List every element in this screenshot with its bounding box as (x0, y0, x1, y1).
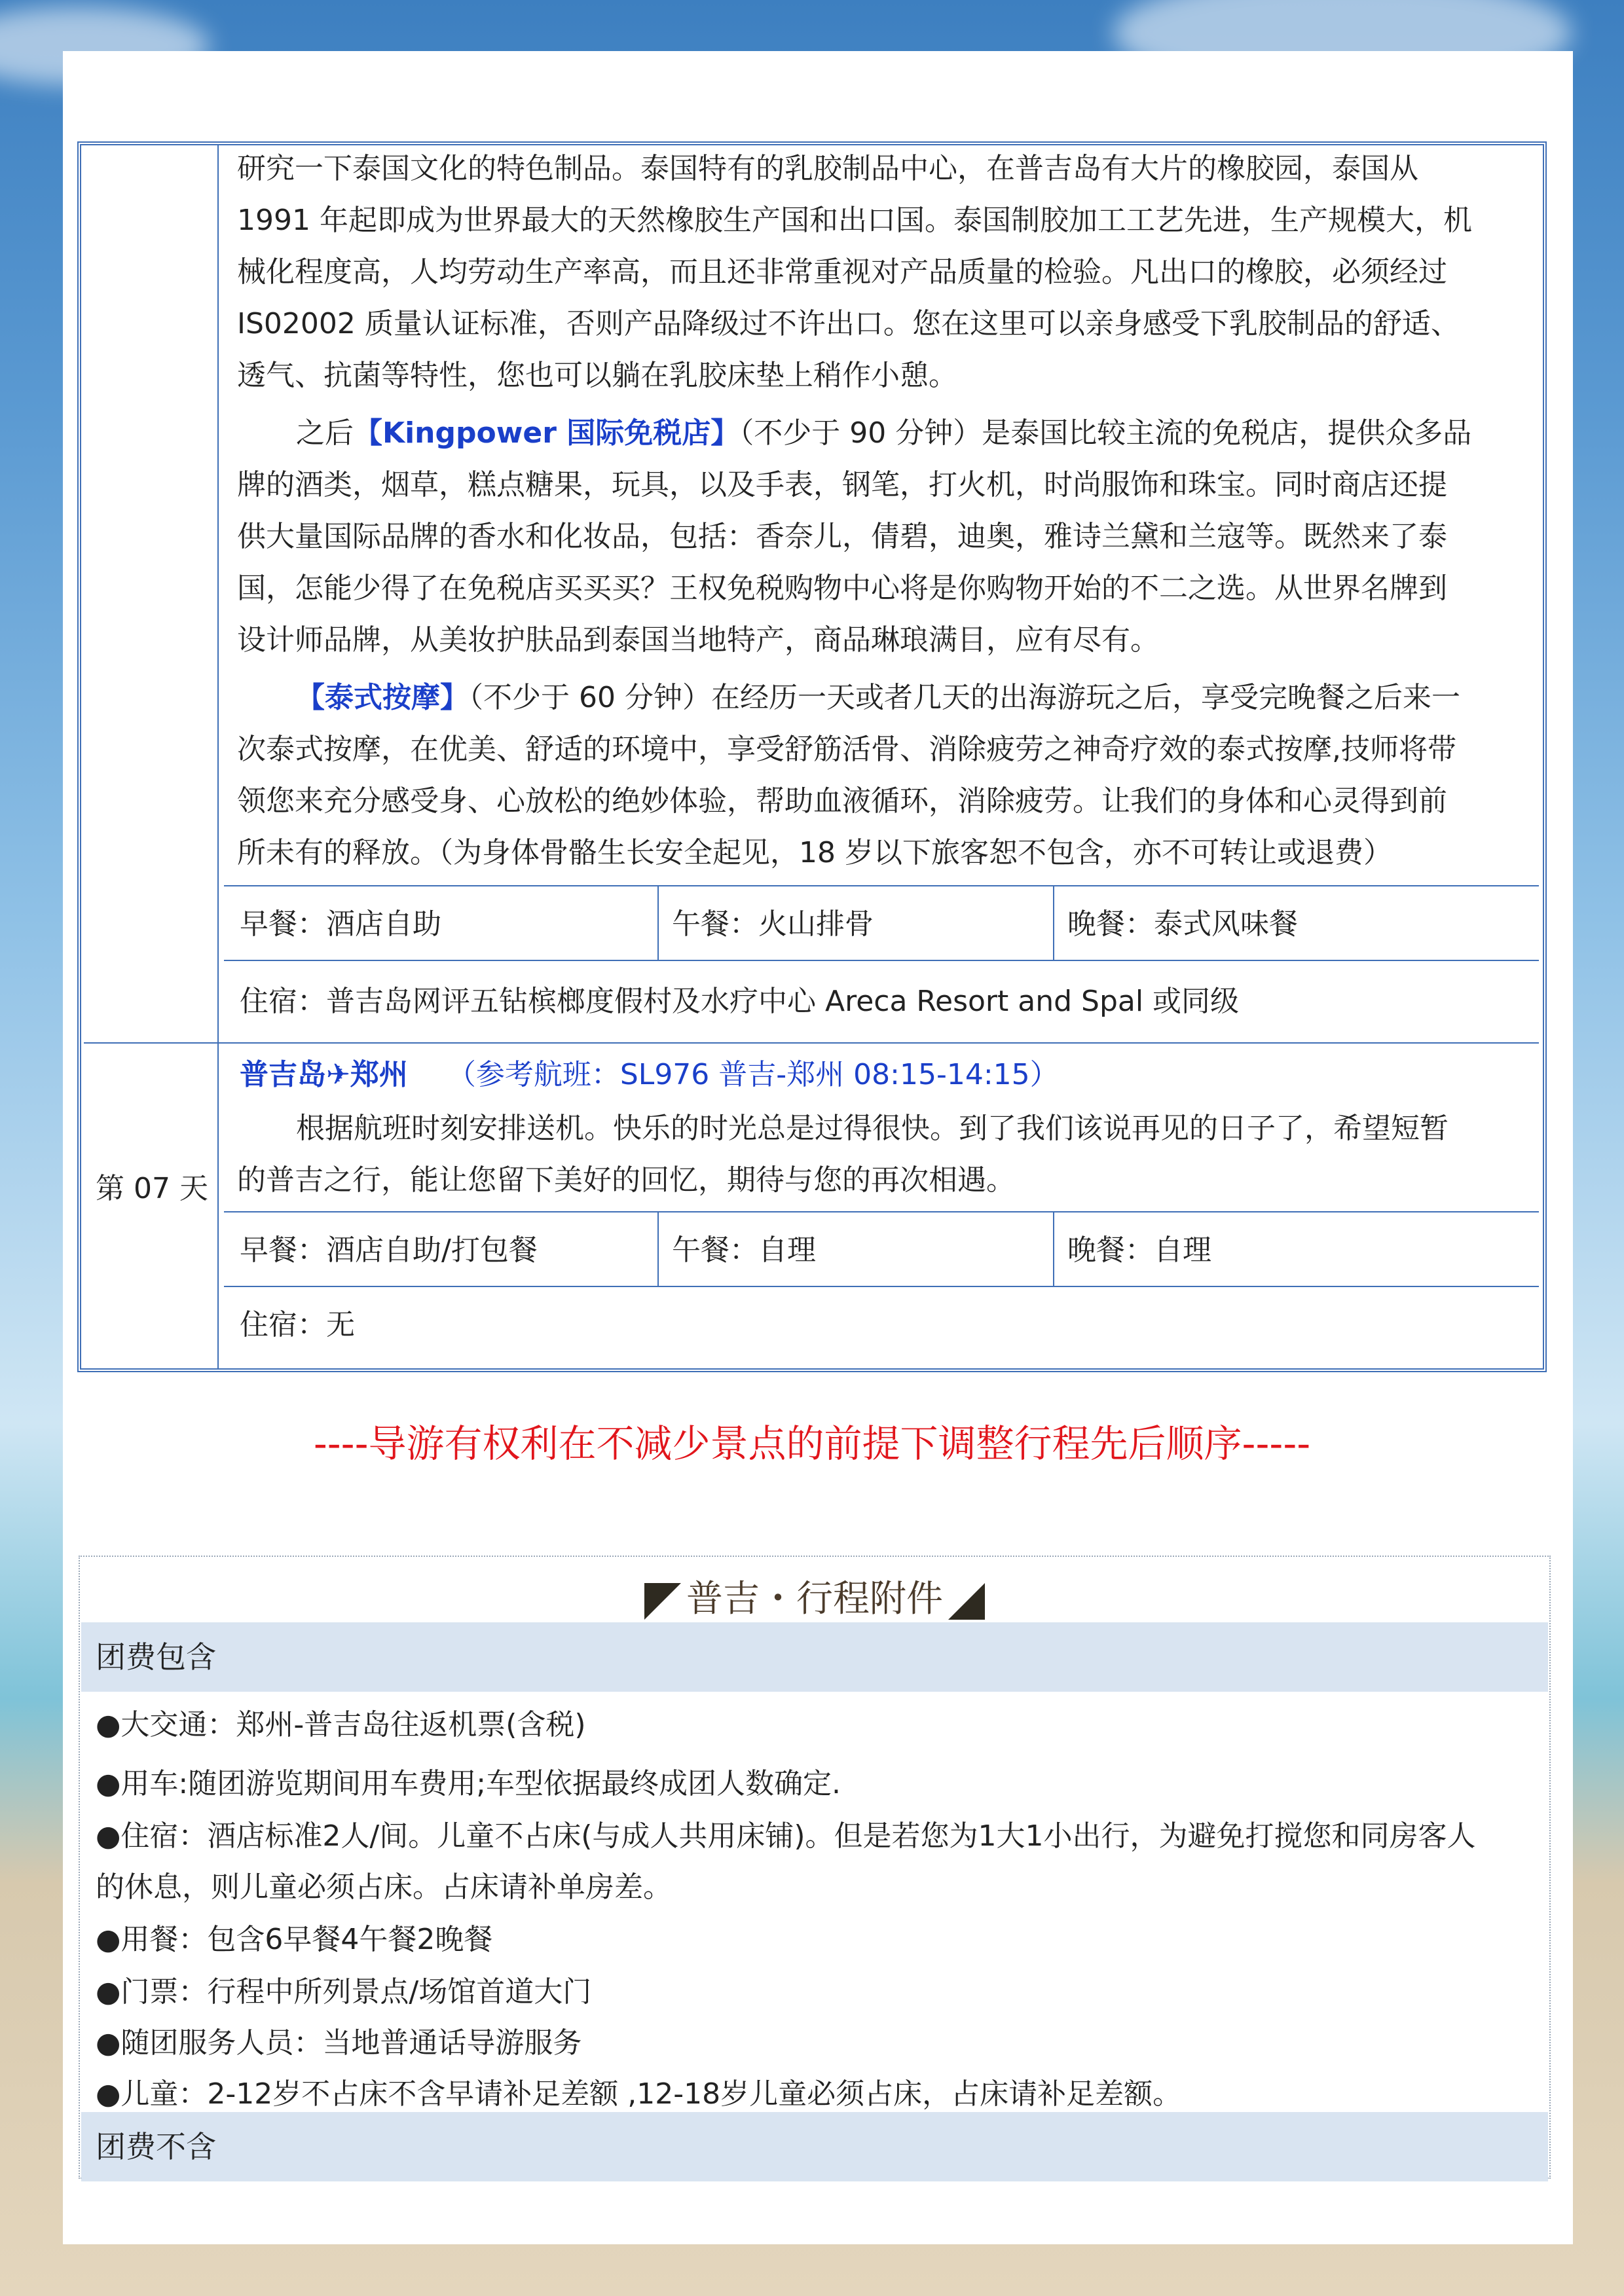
route-title: 普吉岛✈郑州 (240, 1058, 408, 1091)
day-label: 第 07 天 (96, 1172, 208, 1205)
text-line: 次泰式按摩，在优美、舒适的环境中，享受舒筋活骨、消除疲劳之神奇疗效的泰式按摩,技师将带 (237, 733, 1456, 766)
lunch-cell: 午餐：火山排骨 (672, 907, 874, 941)
text-line: 研究一下泰国文化的特色制品。泰国特有的乳胶制品中心，在普吉岛有大片的橡胶园，泰国从 (237, 152, 1418, 185)
triangle-left-icon (644, 1583, 681, 1620)
text-line: 领您来充分感受身、心放松的绝妙体验，帮助血液循环，消除疲劳。让我们的身体和心灵得到前 (237, 784, 1447, 818)
row-divider (224, 1286, 1539, 1287)
text-line: 国，怎能少得了在免税店买买买？王权免税购物中心将是你购物开始的不二之选。从世界名牌到 (237, 572, 1447, 605)
text-line: 透气、抗菌等特性，您也可以躺在乳胶床垫上稍作小憩。 (237, 359, 957, 392)
kingpower-highlight: 【Kingpower 国际免税店】 (354, 416, 740, 450)
massage-highlight: 【泰式按摩】 (296, 681, 469, 714)
itinerary-annex (79, 1556, 1551, 2179)
annex-title-text: 普吉・行程附件 (686, 1578, 943, 1620)
annex-title (80, 1570, 1549, 1622)
col-divider (1053, 885, 1054, 960)
text-line: 的普吉之行，能让您留下美好的回忆，期待与您的再次相遇。 (237, 1163, 1015, 1197)
row-divider (224, 960, 1539, 961)
list-item: ●门票：行程中所列景点/场馆首道大门 (96, 1975, 592, 2009)
included-header: 团费包含 (81, 1622, 1548, 1692)
list-item: ●大交通：郑州-普吉岛往返机票(含税) (96, 1708, 586, 1741)
text-line: 所未有的释放。（为身体骨骼生长安全起见，18 岁以下旅客恕不包含，亦不可转让或退费） (237, 836, 1392, 869)
col-divider (657, 1211, 659, 1286)
day7-title (240, 1049, 1059, 1101)
list-item: ●儿童：2-12岁不占床不含早请补足差额 ,12-18岁儿童必须占床，占床请补足差额。 (96, 2077, 1182, 2111)
text-line: 1991 年起即成为世界最大的天然橡胶生产国和出口国。泰国制胶加工工艺先进，生产规模大，机 (237, 204, 1472, 237)
schedule-notice: ----导游有权利在不减少景点的前提下调整行程先后顺序----- (313, 1421, 1311, 1466)
text-fragment: （不少于 60 分钟）在经历一天或者几天的出海游玩之后，享受完晚餐之后来一 (469, 681, 1460, 714)
list-item: ●住宿：酒店标准2人/间。儿童不占床(与成人共用床铺)。但是若您为1大1小出行，为避免打搅您和同房客人 (96, 1819, 1476, 1853)
text-line (237, 672, 1522, 723)
list-item: ●用车:随团游览期间用车费用;车型依据最终成团人数确定. (96, 1767, 841, 1800)
massage-description (237, 672, 1522, 879)
flight-info: （参考航班：SL976 普吉-郑州 08:15-14:15） (447, 1058, 1059, 1091)
text-line: 牌的酒类，烟草，糕点糖果，玩具，以及手表，钢笔，打火机，时尚服饰和珠宝。同时商店还提 (237, 468, 1447, 501)
col-divider (1053, 1211, 1054, 1286)
breakfast-cell: 早餐：酒店自助 (240, 907, 441, 941)
list-item: 的休息，则儿童必须占床。占床请补单房差。 (96, 1870, 672, 1904)
hotel-cell: 住宿：普吉岛网评五钻槟榔度假村及水疗中心 Areca Resort and Spal 或同级 (240, 985, 1240, 1018)
row-divider (224, 885, 1539, 886)
lunch-cell: 午餐：自理 (672, 1233, 816, 1267)
list-item: ●用餐：包含6早餐4午餐2晚餐 (96, 1923, 493, 1956)
row-divider (224, 1211, 1539, 1212)
hotel-cell: 住宿：无 (240, 1308, 355, 1341)
list-item: ●随团服务人员：当地普通话导游服务 (96, 2026, 582, 2060)
excluded-header: 团费不含 (81, 2112, 1548, 2181)
dinner-cell: 晚餐：泰式风味餐 (1067, 907, 1298, 941)
text-line: 设计师品牌，从美妆护肤品到泰国当地特产，商品琳琅满目，应有尽有。 (237, 623, 1159, 657)
text-line: IS02002 质量认证标准，否则产品降级过不许出口。您在这里可以亲身感受下乳胶制品的舒适、 (237, 307, 1460, 340)
day7-description (237, 1102, 1522, 1206)
text-line (237, 407, 1522, 459)
text-line: 械化程度高，人均劳动生产率高，而且还非常重视对产品质量的检验。凡出口的橡胶，必须经过 (237, 255, 1447, 289)
triangle-right-icon (948, 1583, 985, 1620)
text-fragment: （不少于 90 分钟）是泰国比较主流的免税店，提供众多品 (739, 416, 1472, 450)
col-divider (657, 885, 659, 960)
row-divider (84, 1042, 1539, 1044)
breakfast-cell: 早餐：酒店自助/打包餐 (240, 1233, 538, 1267)
dinner-cell: 晚餐：自理 (1067, 1233, 1211, 1267)
text-fragment: 之后 (296, 416, 354, 450)
text-line: 供大量国际品牌的香水和化妆品，包括：香奈儿，倩碧，迪奥，雅诗兰黛和兰寇等。既然来了泰 (237, 520, 1447, 553)
text-line: 根据航班时刻安排送机。快乐的时光总是过得很快。到了我们该说再见的日子了，希望短暂 (296, 1112, 1449, 1145)
kingpower-description (237, 407, 1522, 666)
latex-shop-description (237, 143, 1522, 401)
